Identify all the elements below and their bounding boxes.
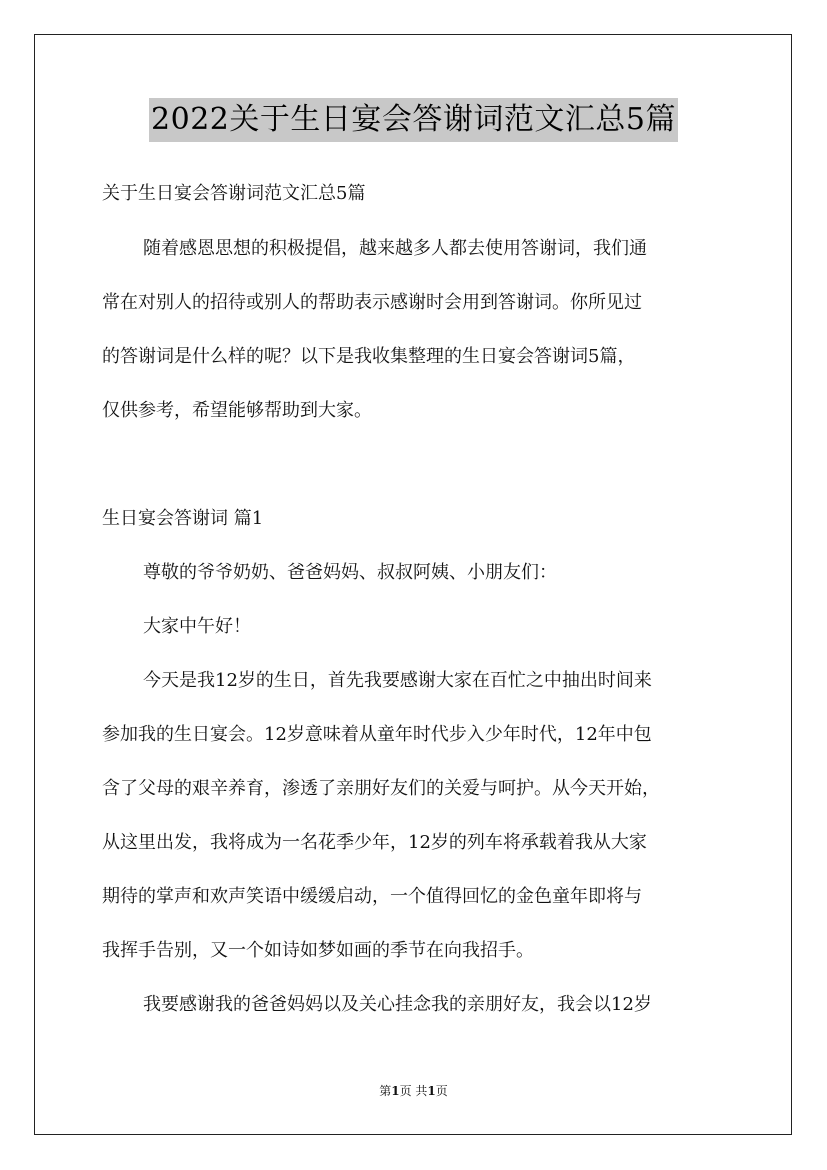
body-line-2: 参加我的生日宴会。12岁意味着从童年时代步入少年时代，12年中包 [102, 724, 652, 745]
footer-prefix: 第 [379, 1084, 392, 1098]
intro-line-1: 随着感恩思想的积极提倡，越来越多人都去使用答谢词，我们通 [143, 238, 647, 259]
body-line-1: 今天是我12岁的生日，首先我要感谢大家在百忙之中抽出时间来 [143, 670, 652, 691]
document-subtitle: 关于生日宴会答谢词范文汇总5篇 [102, 183, 366, 204]
footer-mid: 页 共 [399, 1084, 428, 1098]
intro-line-4: 仅供参考，希望能够帮助到大家。 [102, 400, 372, 421]
page-footer [0, 1083, 827, 1099]
body-line-5: 期待的掌声和欢声笑语中缓缓启动，一个值得回忆的金色童年即将与 [102, 886, 642, 907]
title-container [0, 98, 827, 142]
salutation: 尊敬的爷爷奶奶、爸爸妈妈、叔叔阿姨、小朋友们： [143, 562, 557, 583]
body-line-6: 我挥手告别，又一个如诗如梦如画的季节在向我招手。 [102, 940, 534, 961]
footer-page-current: 1 [391, 1084, 400, 1098]
body-line-3: 含了父母的艰辛养育，渗透了亲朋好友们的关爱与呵护。从今天开始， [102, 778, 660, 799]
footer-page-total: 1 [427, 1084, 436, 1098]
intro-line-3: 的答谢词是什么样的呢？以下是我收集整理的生日宴会答谢词5篇， [102, 346, 636, 367]
footer-suffix: 页 [435, 1084, 448, 1098]
document-title: 2022关于生日宴会答谢词范文汇总5篇 [149, 98, 678, 142]
body-line-4: 从这里出发，我将成为一名花季少年，12岁的列车将承载着我从大家 [102, 832, 647, 853]
greeting: 大家中午好！ [143, 616, 251, 637]
body-line-7: 我要感谢我的爸爸妈妈以及关心挂念我的亲朋好友，我会以12岁 [143, 994, 652, 1015]
section-heading: 生日宴会答谢词 篇1 [102, 508, 264, 529]
intro-line-2: 常在对别人的招待或别人的帮助表示感谢时会用到答谢词。你所见过 [102, 292, 642, 313]
